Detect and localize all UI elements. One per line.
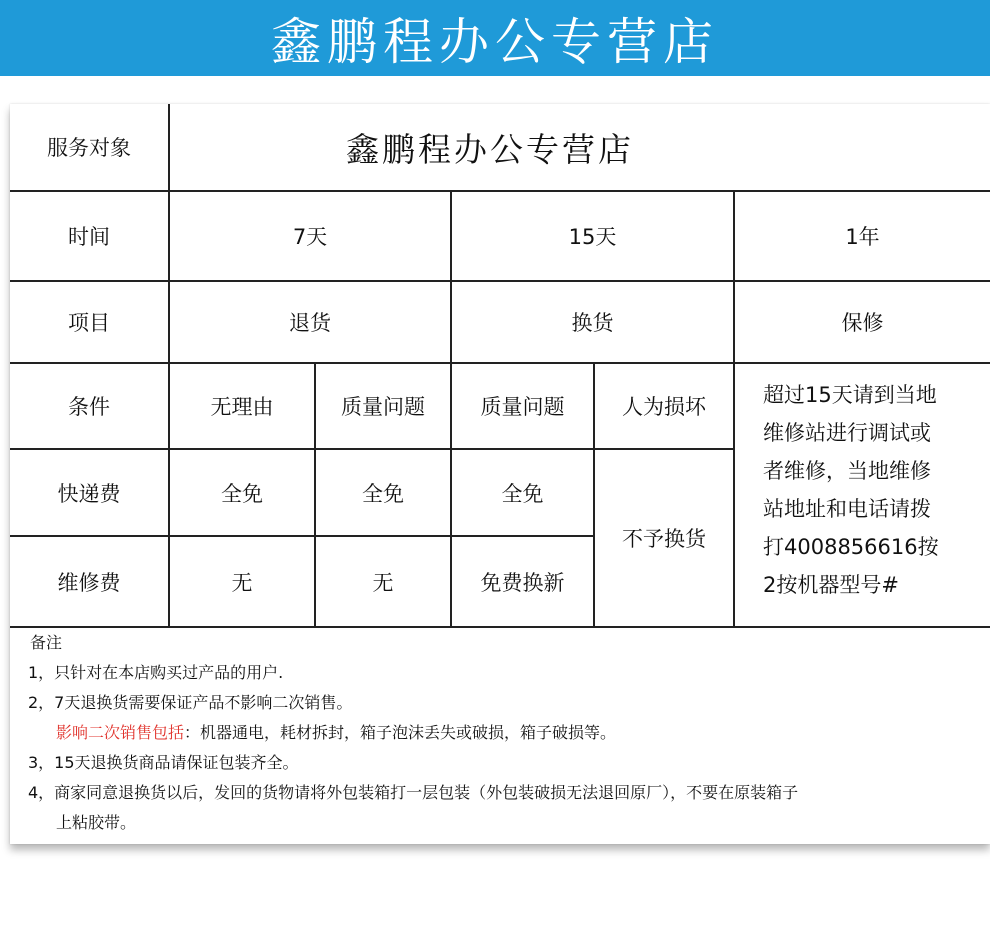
- item-return: 退货: [289, 311, 331, 335]
- repair-fee-label: 维修费: [57, 570, 121, 595]
- note-item-1: 1，只针对在本店购买过产品的用户.: [28, 663, 284, 682]
- time-7-days: 7天: [292, 225, 328, 249]
- store-banner: [0, 0, 990, 76]
- item-label: 项目: [68, 311, 110, 335]
- shipping-exchange: 全免: [501, 481, 544, 506]
- repair-quality-return: 无: [372, 570, 394, 595]
- note-item-2-detail: [12, 718, 982, 748]
- note-item-4-cont: 上粘胶带。: [56, 813, 137, 832]
- time-1-year: 1年: [845, 225, 880, 249]
- condition-label: 条件: [68, 395, 110, 419]
- condition-no-reason: 无理由: [210, 395, 274, 419]
- shipping-label: 快递费: [57, 481, 121, 506]
- time-15-days: 15天: [568, 225, 617, 249]
- repair-return: 无: [231, 570, 253, 595]
- warranty-note: 超过15天请到当地 维修站进行调试或 者维修，当地维修 站地址和电话请拨 打4008856616按 2按机器型号#: [763, 383, 939, 597]
- note-item-3: 3，15天退换货商品请保证包装齐全。: [28, 753, 299, 772]
- repair-exchange: 免费换新: [480, 570, 565, 595]
- notes-title: 备注: [30, 633, 63, 652]
- note-item-2: 2，7天退换货需要保证产品不影响二次销售。: [28, 693, 353, 712]
- condition-human-damage: 人为损坏: [622, 395, 706, 419]
- no-exchange-cell: 不予换货: [622, 527, 706, 551]
- shipping-return: 全免: [221, 481, 263, 506]
- condition-quality-exchange: 质量问题: [480, 395, 565, 419]
- condition-quality-return: 质量问题: [341, 395, 425, 419]
- service-label: 服务对象: [47, 136, 131, 160]
- note-highlight: 影响二次销售包括: [56, 723, 185, 742]
- shipping-quality-return: 全免: [362, 481, 404, 506]
- item-warranty: 保修: [841, 311, 884, 335]
- note-item-4: 4，商家同意退换货以后，发回的货物请将外包装箱打一层包装（外包装破损无法退回原厂），不要在原装箱子: [28, 783, 799, 802]
- item-exchange: 换货: [571, 311, 614, 335]
- service-value: 鑫鹏程办公专营店: [346, 129, 634, 169]
- notes-section: [12, 628, 982, 838]
- time-label: 时间: [68, 225, 110, 249]
- note-detail-text: ：机器通电，耗材拆封，箱子泡沫丢失或破损，箱子破损等。: [184, 723, 617, 742]
- banner-title: 鑫鹏程办公专营店: [271, 13, 719, 71]
